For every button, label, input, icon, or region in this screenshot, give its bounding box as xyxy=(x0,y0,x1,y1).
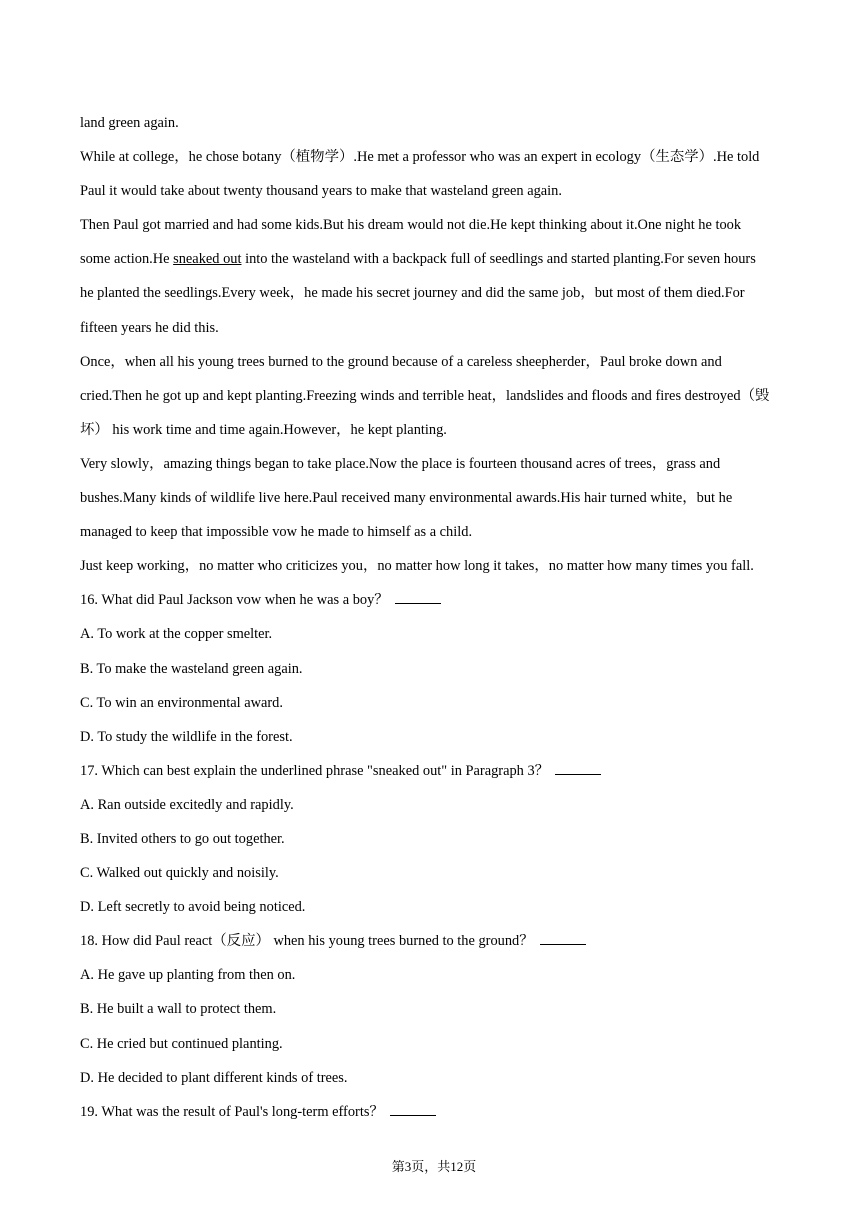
option-17d: D. Left secretly to avoid being noticed. xyxy=(80,899,306,916)
option-17a: A. Ran outside excitedly and rapidly. xyxy=(80,796,294,813)
question-18-text: 18. How did Paul react（反应） when his young trees burned to the ground？ xyxy=(80,933,534,950)
answer-blank xyxy=(540,929,586,945)
question-17-text: 17. Which can best explain the underlined phrase "sneaked out" in Paragraph 3？ xyxy=(80,762,550,779)
passage-line: 坏） his work time and time again.However，he kept planting. xyxy=(80,421,447,438)
passage-line: bushes.Many kinds of wildlife live here.Paul received many environmental awards.His hair turned white，but he xyxy=(80,490,733,507)
question-stem xyxy=(80,924,792,958)
passage-line: fifteen years he did this. xyxy=(80,319,219,336)
option-18a: A. He gave up planting from then on. xyxy=(80,967,296,984)
question-stem xyxy=(80,583,792,617)
passage-line: Then Paul got married and had some kids.But his dream would not die.He kept thinking about it.One night he took xyxy=(80,217,742,234)
passage-line xyxy=(80,242,792,276)
passage-line: While at college，he chose botany（植物学）.He met a professor who was an expert in ecology（生态学）.He told xyxy=(80,149,760,166)
passage-line: Paul it would take about twenty thousand years to make that wasteland green again. xyxy=(80,183,562,200)
passage-line: cried.Then he got up and kept planting.Freezing winds and terrible heat，landslides and floods and fires destroyed（毁 xyxy=(80,387,770,404)
option-16c: C. To win an environmental award. xyxy=(80,694,283,711)
option-17c: C. Walked out quickly and noisily. xyxy=(80,865,279,882)
answer-blank xyxy=(395,588,441,604)
passage-line: Just keep working，no matter who criticizes you，no matter how long it takes，no matter how many times you fall. xyxy=(80,558,754,575)
option-16d: D. To study the wildlife in the forest. xyxy=(80,728,293,745)
question-19-text: 19. What was the result of Paul's long-term efforts？ xyxy=(80,1103,384,1120)
passage-text: into the wasteland with a backpack full of seedlings and started planting.For seven hours xyxy=(241,251,756,268)
option-16b: B. To make the wasteland green again. xyxy=(80,660,303,677)
question-16-text: 16. What did Paul Jackson vow when he was a boy？ xyxy=(80,592,389,609)
option-18b: B. He built a wall to protect them. xyxy=(80,1001,277,1018)
option-16a: A. To work at the copper smelter. xyxy=(80,626,273,643)
passage-line: managed to keep that impossible vow he made to himself as a child. xyxy=(80,524,473,541)
passage-line: Once，when all his young trees burned to the ground because of a careless sheepherder，Paul broke down and xyxy=(80,353,722,370)
option-18c: C. He cried but continued planting. xyxy=(80,1035,283,1052)
underlined-phrase: sneaked out xyxy=(173,251,242,268)
answer-blank xyxy=(555,759,601,775)
page-footer: 第3页，共12页 xyxy=(391,1159,477,1174)
passage-text: some action.He xyxy=(80,251,174,268)
question-stem xyxy=(80,1095,792,1129)
passage-line: Very slowly，amazing things began to take place.Now the place is fourteen thousand acres of trees，grass and xyxy=(80,455,721,472)
answer-blank xyxy=(390,1100,436,1116)
question-stem xyxy=(80,754,792,788)
page-content xyxy=(80,106,792,1129)
option-17b: B. Invited others to go out together. xyxy=(80,830,285,847)
passage-line: land green again. xyxy=(80,115,179,131)
passage-line: he planted the seedlings.Every week，he made his secret journey and did the same job，but most of them died.For xyxy=(80,285,745,302)
option-18d: D. He decided to plant different kinds of trees. xyxy=(80,1069,348,1086)
